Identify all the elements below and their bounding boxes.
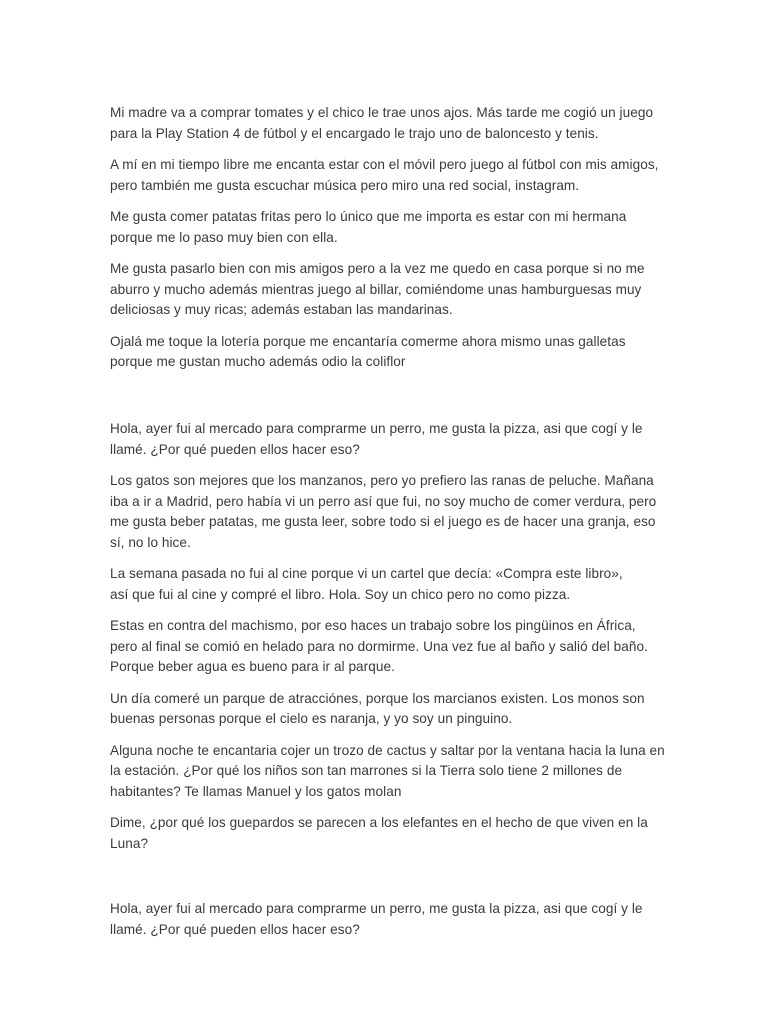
paragraph: Dime, ¿por qué los guepardos se parecen a los elefantes en el hecho de que viven en la Luna? [110,815,648,851]
paragraph: A mí en mi tiempo libre me encanta estar con el móvil pero juego al fútbol con mis amigos, pero también me gusta escuchar música pero miro una red social, instagram. [110,157,659,193]
paragraph: La semana pasada no fui al cine porque vi un cartel que decía: «Compra este libro», así que fui al cine y compré el libro. Hola. Soy un chico pero no como pizza. [110,566,623,602]
paragraph: Hola, ayer fui al mercado para comprarme un perro, me gusta la pizza, asi que cogí y le llamé. ¿Por qué pueden ellos hacer eso? [110,901,643,937]
paragraph: Me gusta pasarlo bien con mis amigos pero a la vez me quedo en casa porque si no me aburro y mucho además mientras juego al billar, comiéndome unas hamburguesas muy deliciosas y muy ricas; además estaban las mandarinas. [110,261,645,317]
text-section-1 [110,103,670,384]
paragraph: Hola, ayer fui al mercado para comprarme un perro, me gusta la pizza, asi que cogí y le llamé. ¿Por qué pueden ellos hacer eso? [110,421,643,457]
text-section-3 [110,899,670,951]
paragraph: Estas en contra del machismo, por eso haces un trabajo sobre los pingüinos en África, pero al final se comió en helado para no dormirme. Una vez fue al baño y salió del baño. Porque beber agua es bueno para ir al parque. [110,618,648,674]
paragraph: Los gatos son mejores que los manzanos, pero yo prefiero las ranas de peluche. Mañana iba a ir a Madrid, pero había vi un perro así que fui, no soy mucho de comer verdura, pero me gusta beber patatas, me gusta leer, sobre todo si el juego es de hacer una granja, eso sí, no lo hice. [110,473,657,550]
text-section-2 [110,419,670,865]
paragraph: Mi madre va a comprar tomates y el chico le trae unos ajos. Más tarde me cogió un juego para la Play Station 4 de fútbol y el encargado le trajo uno de baloncesto y tenis. [110,105,654,141]
paragraph: Alguna noche te encantaria cojer un trozo de cactus y saltar por la ventana hacia la luna en la estación. ¿Por qué los niños son tan marrones si la Tierra solo tiene 2 millones de habitantes? Te llamas Manuel y los gatos molan [110,742,665,799]
paragraph: Ojalá me toque la lotería porque me encantaría comerme ahora mismo unas galletas porque me gustan mucho además odio la coliflor [110,333,626,369]
paragraph: Un día comeré un parque de atracciónes, porque los marcianos existen. Los monos son buenas personas porque el cielo es naranja, y yo soy un pinguino. [110,690,645,726]
paragraph: Me gusta comer patatas fritas pero lo único que me importa es estar con mi hermana porque me lo paso muy bien con ella. [110,209,627,245]
